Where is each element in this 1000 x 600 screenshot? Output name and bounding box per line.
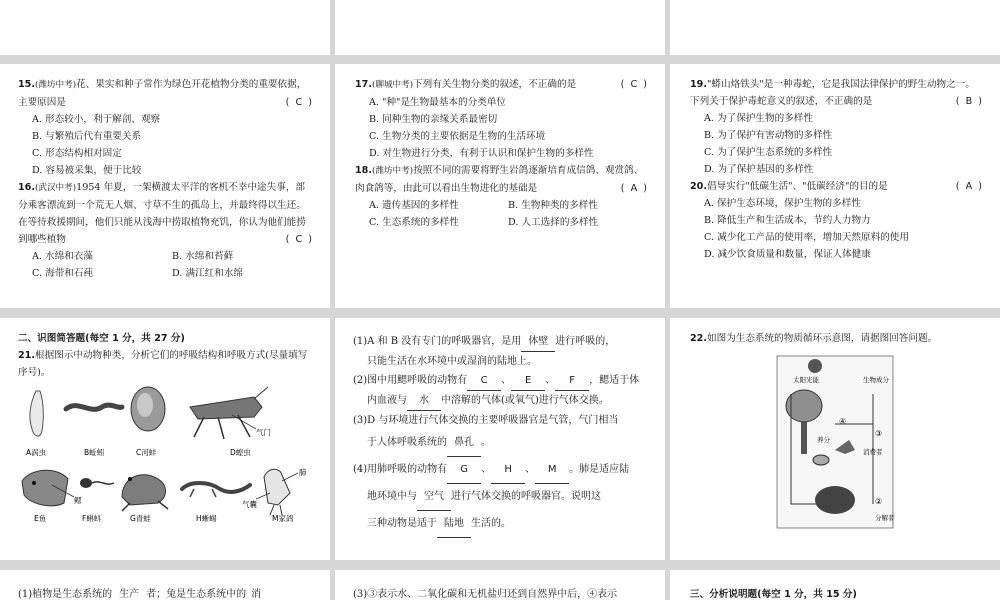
question-17 — [355, 76, 647, 162]
option: B. 与繁殖后代有重要关系 — [32, 131, 142, 142]
question-16 — [18, 179, 312, 282]
earthworm-illustration — [66, 405, 122, 409]
text: 中溶解的气体(或氧气)进行气体交换。 — [441, 395, 609, 406]
question-text: 花、果实和种子常作为绿色开花植物分类的重要依据，主要原因是 — [18, 79, 307, 108]
text: 生活的。 — [471, 518, 511, 529]
option: A. 遗传基因的多样性 — [369, 200, 459, 211]
answer-part-4: (4)用肺呼吸的动物有 G 、 H 、 M 。肺是适应陆 地环境中与 空气 进行气体交换的呼吸器官。说明这 三种动物是适于 陆地 生活的。 — [353, 457, 649, 538]
top-panel-right — [670, 0, 1000, 55]
label-sun: 太阳光能 — [793, 376, 819, 384]
blank-answer: H — [491, 457, 525, 484]
option: D. 人工选择的多样性 — [508, 217, 599, 228]
option: C. 形态结构相对固定 — [32, 148, 122, 159]
mussel-illustration — [131, 387, 165, 431]
label-h: H蜥蜴 — [196, 514, 217, 523]
answer-paren: ( A ) — [620, 183, 647, 194]
text: 三种动物是适于 — [367, 518, 437, 529]
bottom-panel-right — [670, 570, 1000, 600]
question-number: 18. — [355, 165, 372, 176]
question-15 — [18, 76, 312, 179]
text: 地环境中与 — [367, 491, 417, 502]
text: 只能生活在水环境中或湿润的陆地上。 — [367, 356, 537, 367]
bottom-panel-left — [0, 570, 330, 600]
text: ，鳃适于体 — [589, 375, 640, 386]
question-text: 根据图示中动物种类，分析它们的呼吸结构和呼吸方式(尽量填写序号)。 — [18, 350, 308, 378]
label-d: D蝗虫 — [230, 448, 251, 457]
planarian-illustration — [30, 391, 43, 436]
label-f: F蝌蚪 — [82, 514, 102, 523]
frog-illustration — [122, 475, 168, 511]
text: (3)③表示水、二氧化碳和无机盐归还到自然界中后，④表示 — [353, 589, 618, 600]
option: B. 为了保护有害动物的多样性 — [704, 130, 833, 141]
option: C. 生物分类的主要依据是生物的生活环境 — [369, 131, 546, 142]
answer-paren: ( C ) — [285, 234, 312, 245]
option-row — [355, 197, 647, 214]
section-title: 二、识图简答题(每空 1 分，共 27 分) — [18, 333, 185, 344]
question-21-answers-panel — [335, 318, 665, 560]
answer-paren: ( B ) — [955, 96, 982, 107]
question-source: (潍坊中考) — [372, 166, 414, 176]
option: B. 水绵和苔藓 — [172, 251, 234, 262]
option: A. 形态较小，利于解剖、观察 — [32, 114, 161, 125]
blank-answer: C — [467, 371, 501, 391]
blank-answer: 陆地 — [437, 511, 471, 538]
option: A. 水绵和衣藻 — [32, 251, 93, 262]
question-19 — [690, 76, 982, 178]
questions-17-18-panel — [335, 64, 665, 308]
question-number: 22. — [690, 333, 707, 344]
label-consumer: 消费者 — [863, 448, 883, 456]
question-source: (潍坊中考) — [35, 80, 77, 90]
answer-paren: ( C ) — [620, 79, 647, 90]
questions-15-16-panel — [0, 64, 330, 308]
blank-answer: 体壁 — [521, 332, 555, 352]
question-text: 按照不同的需要将野生岩鸽逐渐培育成信鸽、观赏鸽、肉食鸽等，由此可以看出生物进化的基础是 — [355, 165, 644, 194]
answer-paren: ( A ) — [955, 181, 982, 192]
question-number: 20. — [690, 181, 707, 192]
mushroom-illustration — [815, 486, 855, 514]
label-c: C河蚌 — [136, 448, 157, 457]
callout-gill: 鳃 — [74, 496, 82, 505]
question-number: 19. — [690, 79, 707, 90]
question-text: 下列有关生物分类的叙述，不正确的是 — [413, 79, 577, 90]
label-n4: ④ — [839, 417, 847, 426]
label-decomp: 分解者 — [875, 514, 895, 522]
option: C. 海带和石莼 — [32, 268, 94, 279]
sun-icon — [808, 359, 822, 373]
text: (2)图中用鳃呼吸的动物有 — [353, 375, 468, 386]
answer-part-2: (2)图中用鳃呼吸的动物有 C 、 E 、 F ，鳃适于体 内血液与 水 中溶解的气体(或氧气)进行气体交换。 — [353, 371, 649, 411]
question-22-panel — [670, 318, 1000, 560]
option: D. 为了保护基因的多样性 — [704, 164, 814, 175]
label-bio: 生物成分 — [863, 376, 889, 384]
answer: A — [630, 183, 638, 194]
answer: B — [965, 96, 973, 107]
question-number: 17. — [355, 79, 372, 90]
animal-figure — [18, 385, 314, 525]
rabbit-illustration — [813, 455, 829, 465]
answer-part-1 — [353, 332, 649, 371]
question-20 — [690, 178, 982, 263]
question-number: 15. — [18, 79, 35, 90]
option-row — [18, 265, 312, 282]
pigeon-illustration — [256, 469, 298, 515]
answer-paren: ( C ) — [285, 97, 312, 108]
option: B. 同种生物的亲缘关系最密切 — [369, 114, 498, 125]
callout-lung: 肺 — [299, 468, 307, 477]
blank-answer: 空气 — [417, 484, 451, 511]
option: D. 满江红和水绵 — [172, 268, 244, 279]
question-text: 如图为生态系统的物质循环示意图，请据图回答问题。 — [707, 333, 938, 344]
blank-answer: 消 — [246, 586, 266, 600]
answer-part-3 — [353, 411, 649, 457]
callout-air-sac: 气囊 — [242, 500, 257, 509]
label-a: A涡虫 — [26, 448, 47, 457]
option: D. 对生物进行分类，有利于认识和保护生物的多样性 — [369, 148, 594, 159]
option: C. 生态系统的多样性 — [369, 217, 459, 228]
text: 者；兔是生态系统中的 — [146, 589, 247, 600]
question-source: (聊城中考) — [372, 80, 414, 90]
text: (3)D 与环境进行气体交换的主要呼吸器官是气管，气门相当 — [353, 415, 619, 426]
label-n2: ② — [875, 497, 883, 506]
option-row — [355, 214, 647, 231]
blank-answer: E — [511, 371, 545, 391]
blank-answer: F — [555, 371, 589, 391]
answer: A — [965, 181, 973, 192]
questions-19-20-panel — [670, 64, 1000, 308]
ecosystem-cycle-diagram — [775, 354, 895, 530]
text: 进行气体交换的呼吸器官。说明这 — [451, 491, 601, 502]
label-n3: ③ — [875, 429, 883, 438]
answer: C — [295, 234, 303, 245]
section-title: 三、分析说明题(每空 1 分，共 15 分) — [690, 589, 857, 600]
option: A. 为了保护生物的多样性 — [704, 113, 813, 124]
bottom-panel-middle — [335, 570, 665, 600]
text: (4)用肺呼吸的动物有 — [353, 464, 448, 475]
text: (1)A 和 B 没有专门的呼吸器官，是用 — [353, 336, 522, 347]
question-number: 16. — [18, 182, 35, 193]
question-18 — [355, 162, 647, 231]
question-text: 1954 年夏，一架横渡太平洋的客机不幸中途失事，部分乘客漂流到一个荒无人烟、寸草不生的孤岛上，并最终得以生还。在等待救援期间，他们只能从浅海中捞取植物充饥，你认为他们能捞到哪些植物 — [18, 182, 306, 245]
option: A. 保护生态环境，保护生物的多样性 — [704, 198, 861, 209]
option: B. 降低生产和生活成本，节约人力物力 — [704, 215, 871, 226]
text: 于人体呼吸系统的 — [367, 437, 447, 448]
answer: C — [295, 97, 303, 108]
label-b: B蚯蚓 — [84, 448, 105, 457]
question-text: "蟒山烙铁头"是一种毒蛇，它是我国法律保护的野生动物之一。下列关于保护毒蛇意义的叙述，不正确的是 — [690, 79, 975, 107]
callout-spiracle: 气门 — [256, 428, 271, 437]
text: 内血液与 — [367, 395, 407, 406]
option: C. 减少化工产品的使用率，增加天然原料的使用 — [704, 232, 909, 243]
top-panel-middle — [335, 0, 665, 55]
blank-answer: 水 — [407, 391, 441, 411]
text: 进行呼吸的， — [555, 336, 616, 347]
blank-answer: 生产 — [112, 586, 146, 600]
question-number: 21. — [18, 350, 35, 361]
option-row — [18, 248, 312, 265]
option: B. 生物种类的多样性 — [508, 200, 598, 211]
text: 。肺是适应陆 — [569, 464, 630, 475]
label-e: E鱼 — [34, 514, 47, 523]
blank-answer: 鼻孔 — [447, 430, 481, 457]
blank-answer: G — [447, 457, 481, 484]
label-m: M家鸽 — [272, 514, 294, 523]
option: D. 容易被采集，便于比较 — [32, 165, 142, 176]
option: C. 为了保护生态系统的多样性 — [704, 147, 833, 158]
option: D. 减少饮食质量和数量，保证人体健康 — [704, 249, 871, 260]
fish-illustration — [22, 470, 74, 506]
lizard-illustration — [182, 483, 250, 497]
blank-answer: M — [535, 457, 569, 484]
question-source: (武汉中考) — [35, 183, 77, 193]
top-panel-left — [0, 0, 330, 55]
tadpole-illustration — [80, 478, 114, 488]
question-21-panel — [0, 318, 330, 560]
text: 。 — [481, 437, 491, 448]
text: (1)植物是生态系统的 — [18, 589, 113, 600]
option: A. "种"是生物最基本的分类单位 — [369, 97, 506, 108]
answer: C — [630, 79, 638, 90]
question-text: 倡导实行"低碳生活"、"低碳经济"的目的是 — [707, 181, 888, 192]
label-nutrient: 养分 — [817, 436, 830, 444]
label-g: G青蛙 — [130, 514, 151, 523]
